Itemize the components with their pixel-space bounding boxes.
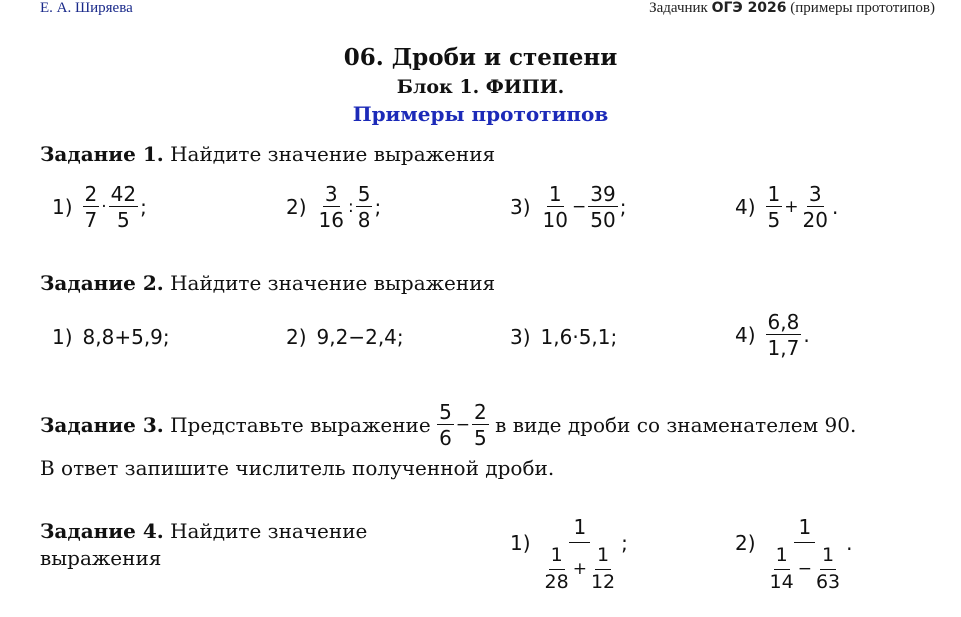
task4-heading-cont: выражения	[40, 546, 162, 570]
task2-item-3: 3) 1,6·5,1;	[510, 325, 618, 349]
header-title: Задачник ОГЭ 2026 (примеры прототипов)	[649, 0, 935, 16]
task1-item-3: 3) $\frac{1}{10}$ − $\frac{39}{50}$ ;	[510, 182, 627, 232]
page-title: 06. Дроби и степени	[343, 44, 618, 71]
task2-item-4: 4) $\frac{6,8}{1,7}$ .	[735, 310, 810, 360]
task4-heading: Задание 4. Найдите значение	[40, 519, 368, 543]
task4-item-1: 1) 1 $\frac{1}{28}$ + $\frac{1}{12}$ ;	[510, 515, 628, 593]
task1-item-1: 1) $\frac{2}{7}$ · $\frac{42}{5}$ ;	[52, 182, 147, 232]
task2-heading: Задание 2. Найдите значение выражения	[40, 271, 496, 295]
task3-line1: Задание 3. Представьте выражение $\frac{5}{6}$ − $\frac{2}{5}$ в виде дроби со знаменателем 90.	[40, 400, 857, 450]
task4-item-2: 2) 1 $\frac{1}{14}$ − $\frac{1}{63}$ .	[735, 515, 853, 593]
task2-item-1: 1) 8,8+5,9;	[52, 325, 170, 349]
page-subtitle: Блок 1. ФИПИ.	[396, 76, 565, 98]
section-title: Примеры прототипов	[352, 102, 609, 126]
task1-heading: Задание 1. Найдите значение выражения	[40, 142, 496, 166]
task3-line2: В ответ запишите числитель полученной дроби.	[40, 456, 555, 480]
task1-item-2: 2) $\frac{3}{16}$ : $\frac{5}{8}$ ;	[286, 182, 382, 232]
task2-item-2: 2) 9,2−2,4;	[286, 325, 404, 349]
task1-item-4: 4) $\frac{1}{5}$ + $\frac{3}{20}$ .	[735, 182, 839, 232]
header-author: Е. А. Ширяева	[40, 0, 133, 16]
